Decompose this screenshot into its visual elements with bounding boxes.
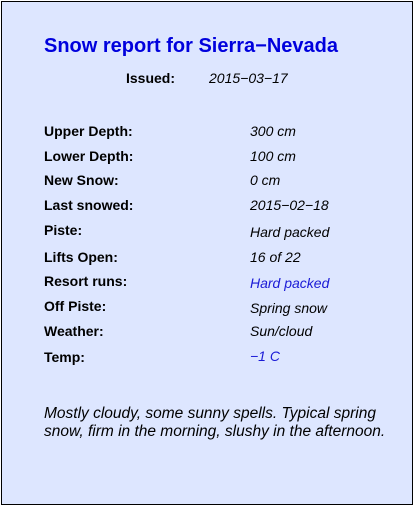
off-piste-label: Off Piste: <box>44 298 107 314</box>
snow-report-card <box>1 1 413 505</box>
piste-label: Piste: <box>44 222 83 238</box>
lower-depth-value: 100 cm <box>250 148 296 164</box>
temp-value: −1 C <box>250 348 280 364</box>
resort-runs-label: Resort runs: <box>44 273 128 289</box>
temp-label: Temp: <box>44 349 85 365</box>
weather-summary: Mostly cloudy, some sunny spells. Typical spring snow, firm in the morning, slushy in the afternoon. <box>44 405 386 440</box>
report-title: Snow report for Sierra−Nevada <box>44 35 338 57</box>
issued-date: 2015−03−17 <box>209 70 288 86</box>
upper-depth-label: Upper Depth: <box>44 123 133 139</box>
issued-label: Issued: <box>126 70 176 86</box>
upper-depth-value: 300 cm <box>250 123 296 139</box>
resort-runs-value: Hard packed <box>250 275 330 291</box>
piste-value: Hard packed <box>250 224 330 240</box>
lifts-open-label: Lifts Open: <box>44 249 118 265</box>
new-snow-label: New Snow: <box>44 172 119 188</box>
lower-depth-label: Lower Depth: <box>44 148 134 164</box>
last-snowed-value: 2015−02−18 <box>250 197 329 213</box>
weather-label: Weather: <box>44 323 104 339</box>
last-snowed-label: Last snowed: <box>44 197 134 213</box>
new-snow-value: 0 cm <box>250 172 281 188</box>
lifts-open-value: 16 of 22 <box>250 249 301 265</box>
off-piste-value: Spring snow <box>250 300 328 316</box>
weather-value: Sun/cloud <box>250 323 313 339</box>
